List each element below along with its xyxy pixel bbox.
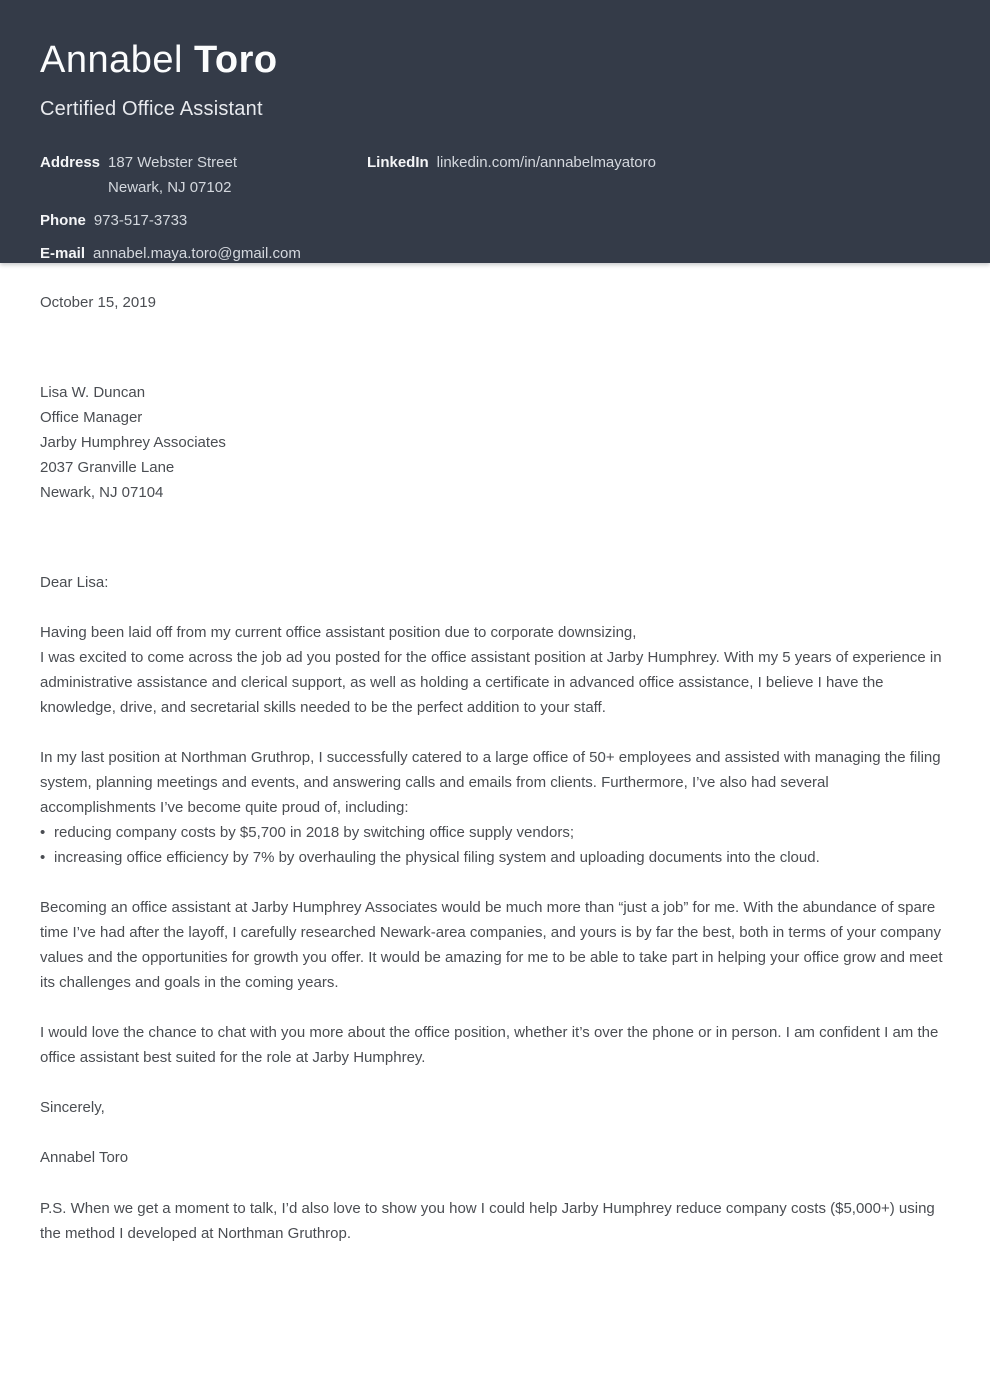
recipient-city: Newark, NJ 07104 — [40, 484, 164, 501]
paragraph-intro — [40, 620, 947, 720]
contact-phone-row — [40, 208, 367, 233]
recipient-street: 2037 Granville Lane — [40, 459, 175, 476]
paragraph-motivation: Becoming an office assistant at Jarby Humphrey Associates would be much more than “just a job” for me. With the abundance of spare time I’ve had after the layoff, I carefully researched Newark-area companies, and yours is by far the best, both in terms of your company values and the opportunities for growth you offer. It would be amazing for me to be able to take part in helping your office grow and meet its challenges and goals in the coming years. — [40, 899, 943, 991]
header-band — [0, 0, 990, 263]
accomplishment-list — [40, 820, 947, 870]
list-item — [40, 845, 947, 870]
linkedin-label: LinkedIn — [367, 153, 429, 171]
postscript: P.S. When we get a moment to talk, I’d also love to show you how I could help Jarby Humphrey reduce company costs ($5,000+) using the method I developed at Northman Gruthrop. — [40, 1200, 935, 1242]
email-value: annabel.maya.toro@gmail.com — [93, 244, 301, 262]
paragraph-experience: In my last position at Northman Gruthrop, I successfully catered to a large office of 50+ employees and assisted with managing the filing system, planning meetings and events, and answering calls and emails from clients. Furthermore, I’ve also had several accomplishments I’ve become quite proud of, including: — [40, 749, 941, 816]
letter-date: October 15, 2019 — [40, 294, 156, 311]
bullet-icon: • — [40, 824, 46, 841]
bullet-icon: • — [40, 849, 46, 866]
email-label: E-mail — [40, 244, 86, 262]
closing: Sincerely, — [40, 1099, 105, 1116]
contact-address-row — [40, 150, 367, 200]
recipient-company: Jarby Humphrey Associates — [40, 434, 226, 451]
job-title: Certified Office Assistant — [40, 97, 263, 120]
list-item-text: reducing company costs by $5,700 in 2018 by switching office supply vendors; — [54, 824, 575, 841]
recipient-name: Lisa W. Duncan — [40, 384, 146, 401]
phone-value: 973-517-3733 — [93, 211, 188, 229]
recipient-title: Office Manager — [40, 409, 143, 426]
last-name: Toro — [194, 39, 278, 81]
person-name — [40, 40, 950, 82]
contact-linkedin-row — [367, 150, 656, 175]
address-value — [108, 150, 237, 200]
list-item-text: increasing office efficiency by 7% by overhauling the physical filing system and uploading documents into the cloud. — [54, 849, 820, 866]
linkedin-value: linkedin.com/in/annabelmayatoro — [436, 153, 656, 171]
signature-name: Annabel Toro — [40, 1149, 129, 1166]
contact-email-row — [40, 241, 367, 266]
address-line-2: Newark, NJ 07102 — [108, 178, 232, 196]
paragraph-intro-rest: I was excited to come across the job ad you posted for the office assistant position at Jarby Humphrey. With my 5 years of experience in administrative assistance and clerical support, as well as holding a certificate in advanced office assistance, I believe I have the knowledge, drive, and secretarial skills needed to be the perfect addition to your staff. — [40, 649, 942, 716]
contact-column-right — [367, 150, 656, 274]
letter-body — [0, 263, 990, 1246]
paragraph-intro-line1: Having been laid off from my current office assistant position due to corporate downsizing, — [40, 624, 637, 641]
first-name: Annabel — [40, 39, 183, 81]
contact-section — [40, 150, 950, 274]
list-item — [40, 820, 947, 845]
address-label: Address — [40, 153, 101, 171]
salutation: Dear Lisa: — [40, 574, 109, 591]
paragraph-call-to-action: I would love the chance to chat with you more about the office position, whether it’s over the phone or in person. I am confident I am the office assistant best suited for the role at Jarby Humphrey. — [40, 1024, 939, 1066]
contact-column-left — [40, 150, 367, 274]
recipient-block — [40, 380, 947, 505]
phone-label: Phone — [40, 211, 86, 229]
address-line-1: 187 Webster Street — [108, 153, 237, 171]
